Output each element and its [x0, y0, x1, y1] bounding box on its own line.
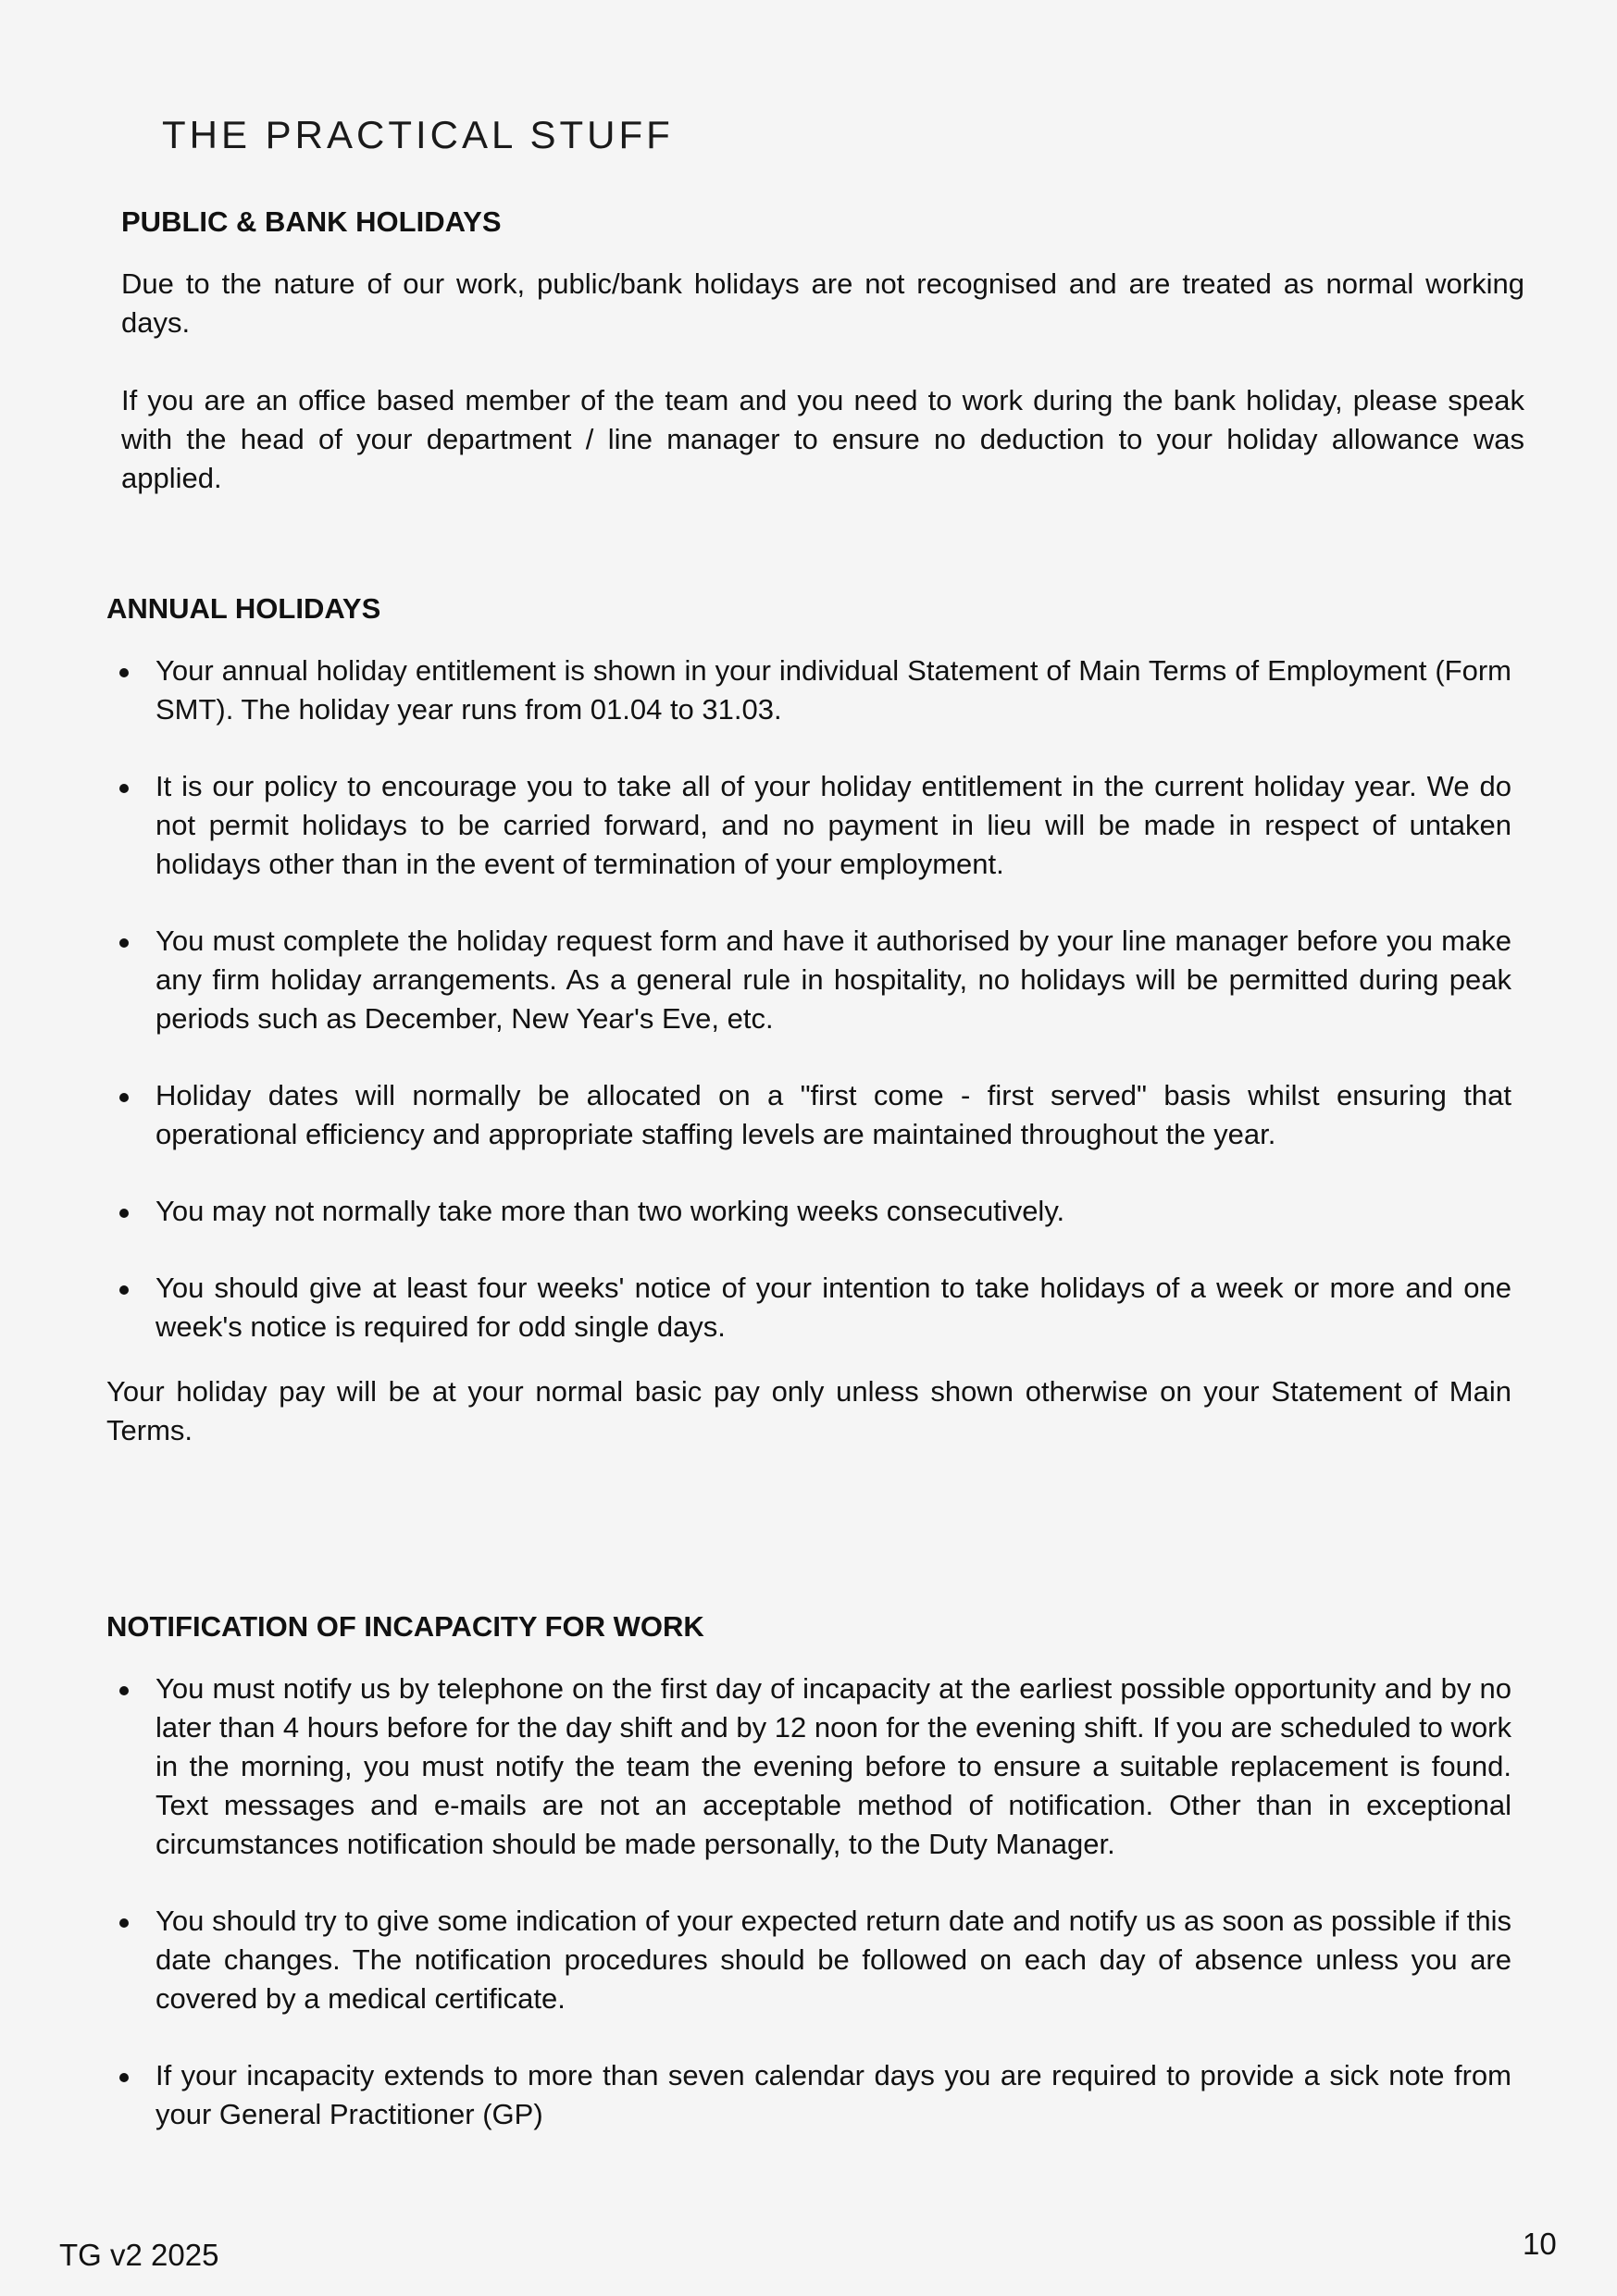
- incapacity-section: [106, 1610, 1511, 2172]
- document-version: TG v2 2025: [59, 2238, 219, 2272]
- list-item-text: Your annual holiday entitlement is shown in your individual Statement of Main Terms of Employment (Form SMT). The holiday year runs from 01.04 to 31.03.: [155, 654, 1511, 726]
- section-heading-incapacity: NOTIFICATION OF INCAPACITY FOR WORK: [106, 1610, 704, 1643]
- list-item-text: You must complete the holiday request form and have it authorised by your line manager before you make any firm holiday arrangements. As a general rule in hospitality, no holidays will be permitted during peak periods such as December, New Year's Eve, etc.: [155, 925, 1511, 1035]
- bullet-icon: [119, 1285, 129, 1295]
- list-item: [106, 1192, 1511, 1231]
- list-item-text: You should give at least four weeks' notice of your intention to take holidays of a week or more and one week's notice is required for odd single days.: [155, 1272, 1511, 1343]
- bullet-icon: [119, 1686, 129, 1695]
- bullet-icon: [119, 1209, 129, 1218]
- paragraph: Your holiday pay will be at your normal basic pay only unless shown otherwise on your Statement of Main Terms.: [106, 1375, 1511, 1446]
- page-title: THE PRACTICAL STUFF: [162, 113, 674, 156]
- list-item: [106, 1902, 1511, 2018]
- list-item: [106, 1076, 1511, 1154]
- list-item-text: Holiday dates will normally be allocated on a "first come - first served" basis whilst ensuring that operational efficiency and appropriate staffing levels are maintained throughout the year.: [155, 1079, 1511, 1150]
- list-item: [106, 652, 1511, 729]
- list-item-text: It is our policy to encourage you to take all of your holiday entitlement in the current holiday year. We do not permit holidays to be carried forward, and no payment in lieu will be made in respect of untaken holidays other than in the event of termination of your employment.: [155, 770, 1511, 880]
- list-item: [106, 767, 1511, 884]
- paragraph: If you are an office based member of the team and you need to work during the bank holiday, please speak with the head of your department / line manager to ensure no deduction to your holiday allowance was applied.: [121, 384, 1524, 494]
- list-item-text: You must notify us by telephone on the first day of incapacity at the earliest possible opportunity and by no later than 4 hours before for the day shift and by 12 noon for the evening shift. If you are scheduled to work in the morning, you must notify the team the evening before to ensure a suitable replacement is found. Text messages and e-mails are not an acceptable method of notification. Other than in exceptional circumstances notification should be made personally, to the Duty Manager.: [155, 1672, 1511, 1860]
- list-item-text: You may not normally take more than two working weeks consecutively.: [155, 1195, 1065, 1227]
- bullet-icon: [119, 784, 129, 793]
- paragraph: Due to the nature of our work, public/bank holidays are not recognised and are treated as normal working days.: [121, 267, 1524, 339]
- bullet-icon: [119, 668, 129, 677]
- list-item-text: If your incapacity extends to more than seven calendar days you are required to provide a sick note from your General Practitioner (GP): [155, 2059, 1511, 2130]
- incapacity-list: [106, 1669, 1511, 2134]
- annual-holidays-list: [106, 652, 1511, 1347]
- bullet-icon: [119, 938, 129, 948]
- bullet-icon: [119, 2073, 129, 2082]
- list-item-text: You should try to give some indication of your expected return date and notify us as soon as possible if this date changes. The notification procedures should be followed on each day of absence unless you are covered by a medical certificate.: [155, 1905, 1511, 2015]
- public-holidays-section: [121, 205, 1524, 537]
- list-item: [106, 2056, 1511, 2134]
- bullet-icon: [119, 1918, 129, 1928]
- list-item: [106, 1669, 1511, 1864]
- bullet-icon: [119, 1093, 129, 1102]
- page-number: 10: [1523, 2227, 1557, 2261]
- annual-holidays-section: [106, 592, 1511, 1489]
- list-item: [106, 922, 1511, 1038]
- list-item: [106, 1269, 1511, 1347]
- section-heading-annual-holidays: ANNUAL HOLIDAYS: [106, 592, 381, 625]
- section-heading-public-holidays: PUBLIC & BANK HOLIDAYS: [121, 205, 502, 238]
